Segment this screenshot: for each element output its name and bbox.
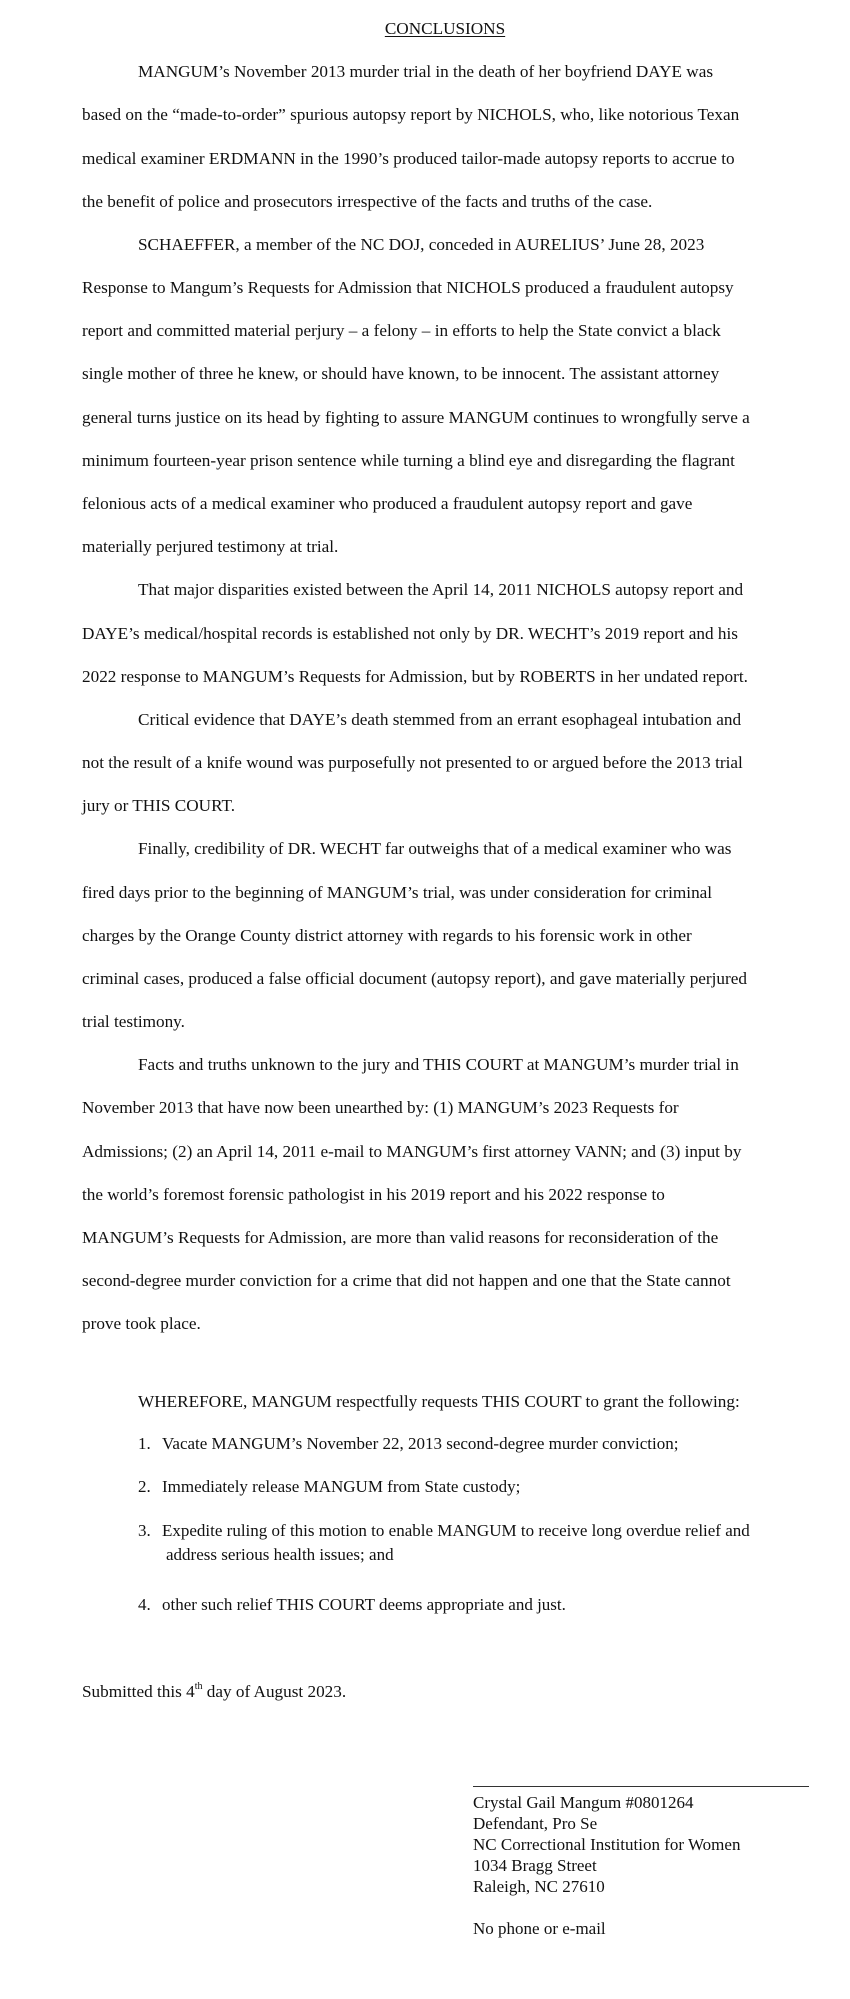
request-number: 4. (138, 1595, 151, 1614)
paragraph-line: Critical evidence that DAYE’s death stemmed from an errant esophageal intubation and (138, 710, 742, 729)
paragraph-line: MANGUM’s Requests for Admission, are more than valid reasons for reconsideration of the (82, 1228, 719, 1247)
section-title: CONCLUSIONS (384, 19, 506, 38)
submitted-prefix: Submitted this 4 (82, 1682, 195, 1701)
paragraph-line: general turns justice on its head by fighting to assure MANGUM continues to wrongfully serve a (82, 408, 750, 427)
paragraph-line: Finally, credibility of DR. WECHT far outweighs that of a medical examiner who was (138, 839, 732, 858)
signer-street: 1034 Bragg Street (473, 1856, 597, 1875)
request-text: Vacate MANGUM’s November 22, 2013 second-degree murder conviction; (162, 1434, 679, 1453)
paragraph-line: 2022 response to MANGUM’s Requests for Admission, but by ROBERTS in her undated report. (82, 667, 748, 686)
signer-city: Raleigh, NC 27610 (473, 1877, 605, 1896)
submitted-date (82, 1682, 346, 1702)
request-number: 1. (138, 1434, 151, 1453)
paragraph-line: minimum fourteen-year prison sentence while turning a blind eye and disregarding the flagrant (82, 451, 735, 470)
signer-contact: No phone or e-mail (473, 1919, 606, 1938)
paragraph-line: fired days prior to the beginning of MANGUM’s trial, was under consideration for criminal (82, 883, 713, 902)
paragraph-line: November 2013 that have now been unearthed by: (1) MANGUM’s 2023 Requests for (82, 1098, 679, 1117)
submitted-ordinal: th (194, 1681, 203, 1693)
signer-institution: NC Correctional Institution for Women (473, 1835, 741, 1854)
signature-line (473, 1786, 809, 1787)
request-number: 2. (138, 1477, 151, 1496)
submitted-suffix: day of August 2023. (202, 1682, 347, 1701)
request-text: Expedite ruling of this motion to enable MANGUM to receive long overdue relief and (162, 1521, 750, 1540)
paragraph-line: medical examiner ERDMANN in the 1990’s produced tailor-made autopsy reports to accrue to (82, 149, 735, 168)
paragraph-line: MANGUM’s November 2013 murder trial in the death of her boyfriend DAYE was (138, 62, 714, 81)
paragraph-line: prove took place. (82, 1314, 201, 1333)
paragraph-line: jury or THIS COURT. (82, 796, 236, 815)
paragraph-line: felonious acts of a medical examiner who produced a fraudulent autopsy report and gave (82, 494, 693, 513)
paragraph-line: charges by the Orange County district attorney with regards to his forensic work in other (82, 926, 692, 945)
signer-role: Defendant, Pro Se (473, 1814, 598, 1833)
paragraph-line: That major disparities existed between the April 14, 2011 NICHOLS autopsy report and (138, 580, 744, 599)
paragraph-line: second-degree murder conviction for a crime that did not happen and one that the State cannot (82, 1271, 731, 1290)
request-number: 3. (138, 1521, 151, 1540)
paragraph-line: based on the “made-to-order” spurious autopsy report by NICHOLS, who, like notorious Texan (82, 105, 740, 124)
wherefore-clause: WHEREFORE, MANGUM respectfully requests THIS COURT to grant the following: (138, 1392, 740, 1411)
request-text-continued: address serious health issues; and (166, 1545, 394, 1564)
paragraph-line: Admissions; (2) an April 14, 2011 e-mail to MANGUM’s first attorney VANN; and (3) input by (82, 1142, 742, 1161)
paragraph-line: SCHAEFFER, a member of the NC DOJ, conceded in AURELIUS’ June 28, 2023 (138, 235, 705, 254)
signer-name: Crystal Gail Mangum #0801264 (473, 1793, 694, 1812)
paragraph-line: not the result of a knife wound was purposefully not presented to or argued before the 2013 trial (82, 753, 743, 772)
paragraph-line: Facts and truths unknown to the jury and THIS COURT at MANGUM’s murder trial in (138, 1055, 739, 1074)
paragraph-line: criminal cases, produced a false official document (autopsy report), and gave materially perjured (82, 969, 747, 988)
paragraph-line: DAYE’s medical/hospital records is established not only by DR. WECHT’s 2019 report and his (82, 624, 738, 643)
paragraph-line: the world’s foremost forensic pathologist in his 2019 report and his 2022 response to (82, 1185, 665, 1204)
paragraph-line: report and committed material perjury – a felony – in efforts to help the State convict a black (82, 321, 721, 340)
paragraph-line: trial testimony. (82, 1012, 185, 1031)
paragraph-line: Response to Mangum’s Requests for Admission that NICHOLS produced a fraudulent autopsy (82, 278, 734, 297)
paragraph-line: materially perjured testimony at trial. (82, 537, 339, 556)
request-text: Immediately release MANGUM from State custody; (162, 1477, 521, 1496)
paragraph-line: the benefit of police and prosecutors irrespective of the facts and truths of the case. (82, 192, 653, 211)
request-text: other such relief THIS COURT deems appropriate and just. (162, 1595, 566, 1614)
paragraph-line: single mother of three he knew, or should have known, to be innocent. The assistant attorney (82, 364, 720, 383)
